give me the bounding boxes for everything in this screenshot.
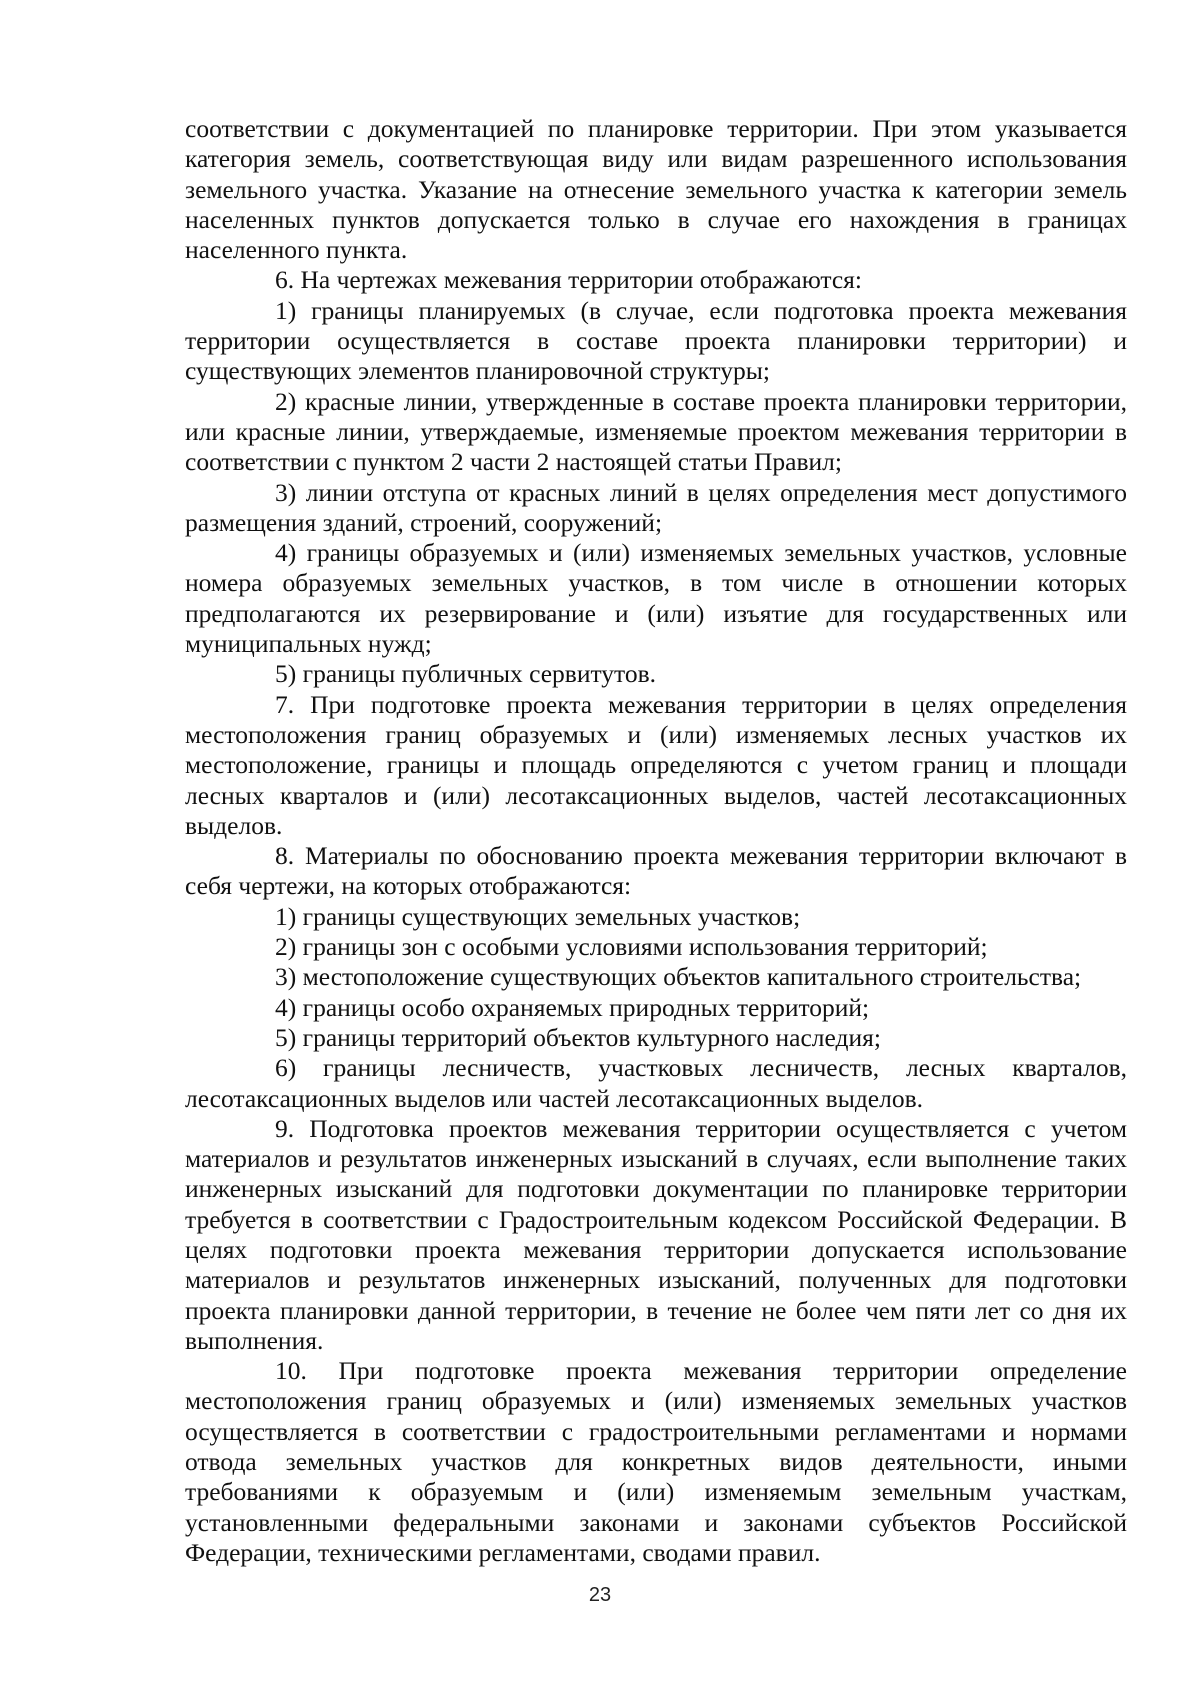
paragraph-item-8-6: 6) границы лесничеств, участковых лесничеств, лесных кварталов, лесотаксационных выделов или частей лесотаксационных выделов. xyxy=(185,1053,1127,1113)
paragraph-item-6-5: 5) границы публичных сервитутов. xyxy=(275,659,657,689)
paragraph-item-6-2: 2) красные линии, утвержденные в составе проекта планировки территории, или красные линии, утверждаемые, изменяемые проектом межевания территории в соответствии с пунктом 2 части 2 настоящей статьи Правил; xyxy=(185,386,1127,477)
paragraph-item-6-4: 4) границы образуемых и (или) изменяемых земельных участков, условные номера образуемых земельных участков, в том числе в отношении которых предполагаются их резервирование и (или) изъятие для государственных или муниципальных нужд; xyxy=(185,538,1127,659)
paragraph-item-7: 7. При подготовке проекта межевания территории в целях определения местоположения границ образуемых и (или) изменяемых лесных участков их местоположение, границы и площадь определяются с учетом границ и площади лесных кварталов и (или) лесотаксационных выделов, частей лесотаксационных выделов. xyxy=(185,689,1127,840)
paragraph-item-8-1: 1) границы существующих земельных участков; xyxy=(275,901,801,931)
paragraph-item-8-5: 5) границы территорий объектов культурного наследия; xyxy=(275,1022,881,1052)
document-body xyxy=(185,114,1127,1568)
paragraph-item-10: 10. При подготовке проекта межевания территории определение местоположения границ образуемых и (или) изменяемых земельных участков осуществляется в соответствии с градостроительными регламентами и нормами отвода земельных участков для конкретных видов деятельности, иными требованиями к образуемым и (или) изменяемым земельным участкам, установленными федеральными законами и законами субъектов Российской Федерации, техническими регламентами, сводами правил. xyxy=(185,1356,1127,1567)
paragraph-item-6: 6. На чертежах межевания территории отображаются: xyxy=(275,265,862,295)
paragraph-item-8-3: 3) местоположение существующих объектов капитального строительства; xyxy=(275,962,1082,992)
page-number: 23 xyxy=(588,1584,612,1606)
paragraph-item-6-3: 3) линии отступа от красных линий в целях определения мест допустимого размещения зданий, строений, сооружений; xyxy=(185,477,1127,537)
paragraph-item-8-4: 4) границы особо охраняемых природных территорий; xyxy=(275,992,870,1022)
paragraph-item-8-2: 2) границы зон с особыми условиями использования территорий; xyxy=(275,932,988,962)
paragraph-item-6-1: 1) границы планируемых (в случае, если подготовка проекта межевания территории осуществляется в составе проекта планировки территории) и существующих элементов планировочной структуры; xyxy=(185,295,1127,386)
paragraph-continuation: соответствии с документацией по планировке территории. При этом указывается категория земель, соответствующая виду или видам разрешенного использования земельного участка. Указание на отнесение земельного участка к категории земель населенных пунктов допускается только в случае его нахождения в границах населенного пункта. xyxy=(185,114,1127,265)
paragraph-item-9: 9. Подготовка проектов межевания территории осуществляется с учетом материалов и результатов инженерных изысканий в случаях, если выполнение таких инженерных изысканий для подготовки документации по планировке территории требуется в соответствии с Градостроительным кодексом Российской Федерации. В целях подготовки проекта межевания территории допускается использование материалов и результатов инженерных изысканий, полученных для подготовки проекта планировки данной территории, в течение не более чем пяти лет со дня их выполнения. xyxy=(185,1113,1127,1355)
paragraph-item-8: 8. Материалы по обоснованию проекта межевания территории включают в себя чертежи, на которых отображаются: xyxy=(185,841,1127,901)
